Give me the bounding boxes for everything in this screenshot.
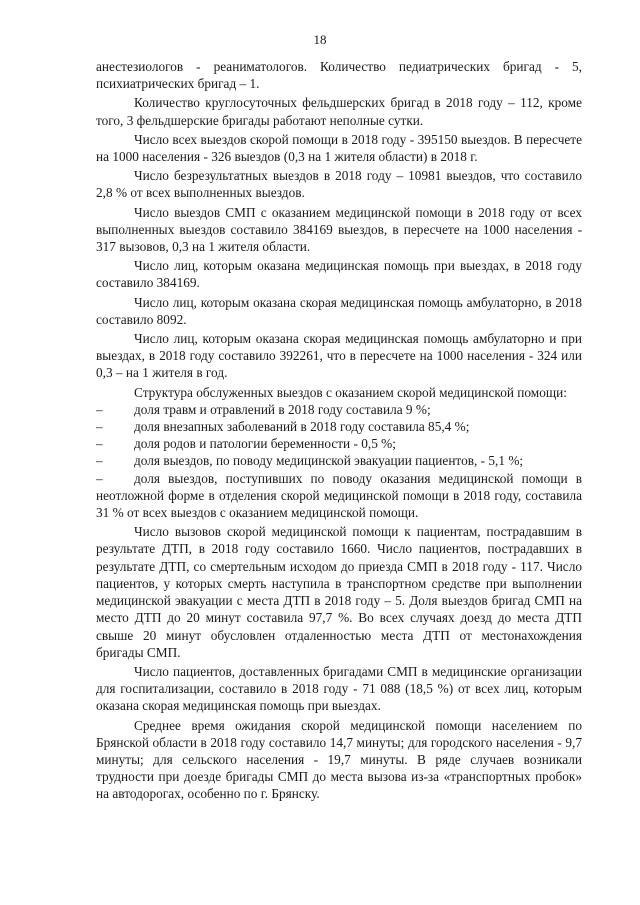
paragraph-structure-intro: Структура обслуженных выездов с оказанием скорой медицинской помощи: xyxy=(134,384,567,400)
list-dash: – xyxy=(96,453,103,469)
list-dash: – xyxy=(96,436,103,452)
list-item xyxy=(96,470,582,522)
paragraph-persons-total: Число лиц, которым оказана скорая медицинская помощь амбулаторно и при выездах, в 2018 году составило 392261, что в пересчете на 1000 населения - 324 или 0,3 – на 1 жителя в год. xyxy=(96,331,582,381)
list-item-text: доля выездов, по поводу медицинской эвакуации пациентов, - 5,1 %; xyxy=(134,453,524,469)
document-body xyxy=(96,58,582,803)
list-item xyxy=(96,418,582,435)
paragraph-road-accidents: Число вызовов скорой медицинской помощи к пациентам, пострадавшим в результате ДТП, в 2018 году составило 1660. Число пациентов, пострадавших в результате ДТП, со смертельным исходом до приезда СМП в 2018 году - 117. Число пациентов, у которых смерть наступила в транспортном средстве при выполнении медицинской эвакуации с места ДТП в 2018 году – 5. Доля выездов бригад СМП на место ДТП до 20 минут составила 97,7 %. Во всех случаях доезд до места ДТП свыше 20 минут обусловлен отдаленностью места ДТП от местонахождения бригады СМП. xyxy=(96,524,582,660)
list-item xyxy=(96,452,582,469)
paragraph-feldsher-brigades: Количество круглосуточных фельдшерских бригад в 2018 году – 112, кроме того, 3 фельдшерские бригады работают неполные сутки. xyxy=(96,95,582,128)
paragraph-waiting-time: Среднее время ожидания скорой медицинской помощи населением по Брянской области в 2018 году составило 14,7 минуты; для городского населения - 9,7 минуты; для сельского населения - 19,7 минуты. В ряде случаев возникали трудности при доезде бригады СМП до места вызова из-за «транспортных пробок» на автодорогах, особенно по г. Брянску. xyxy=(96,717,582,802)
list-item-text: доля внезапных заболеваний в 2018 году составила 85,4 %; xyxy=(134,419,470,435)
list-item-text: доля выездов, поступивших по поводу оказания медицинской помощи в неотложной форме в отделения скорой медицинской помощи в 2018 году, составила 31 % от всех выездов с оказанием медицинской помощи. xyxy=(96,470,582,521)
paragraph-unsuccessful-calls: Число безрезультатных выездов в 2018 году – 10981 выездов, что составило 2,8 % от всех выполненных выездов. xyxy=(96,168,582,201)
paragraph-calls-with-care: Число выездов СМП с оказанием медицинской помощи в 2018 году от всех выполненных выездов составило 384169 выездов, в пересчете на 1000 населения - 317 вызовов, 0,3 на 1 жителя области. xyxy=(96,204,582,255)
list-dash: – xyxy=(96,419,103,435)
page-number: 18 xyxy=(313,32,327,47)
list-item-text: доля травм и отравлений в 2018 году составила 9 %; xyxy=(134,401,431,417)
list-item xyxy=(96,401,582,418)
paragraph-persons-outpatient: Число лиц, которым оказана скорая медицинская помощь амбулаторно, в 2018 составило 8092. xyxy=(96,294,582,327)
paragraph-total-calls: Число всех выездов скорой помощи в 2018 году - 395150 выездов. В пересчете на 1000 населения - 326 выездов (0,3 на 1 жителя области) в 2018 г. xyxy=(96,131,582,165)
paragraph-continuation: анестезиологов - реаниматологов. Количество педиатрических бригад - 5, психиатрических бригад – 1. xyxy=(96,59,582,92)
list-dash: – xyxy=(96,470,103,486)
paragraph-hospitalization: Число пациентов, доставленных бригадами СМП в медицинские организации для госпитализации, составило в 2018 году - 71 088 (18,5 %) от всех лиц, которым оказана скорая медицинская помощь при выездах. xyxy=(96,663,582,714)
list-item-text: доля родов и патологии беременности - 0,5 %; xyxy=(134,436,396,452)
list-dash: – xyxy=(96,401,103,417)
list-item xyxy=(96,435,582,452)
paragraph-persons-on-calls: Число лиц, которым оказана медицинская помощь при выездах, в 2018 году составило 384169. xyxy=(96,258,582,291)
